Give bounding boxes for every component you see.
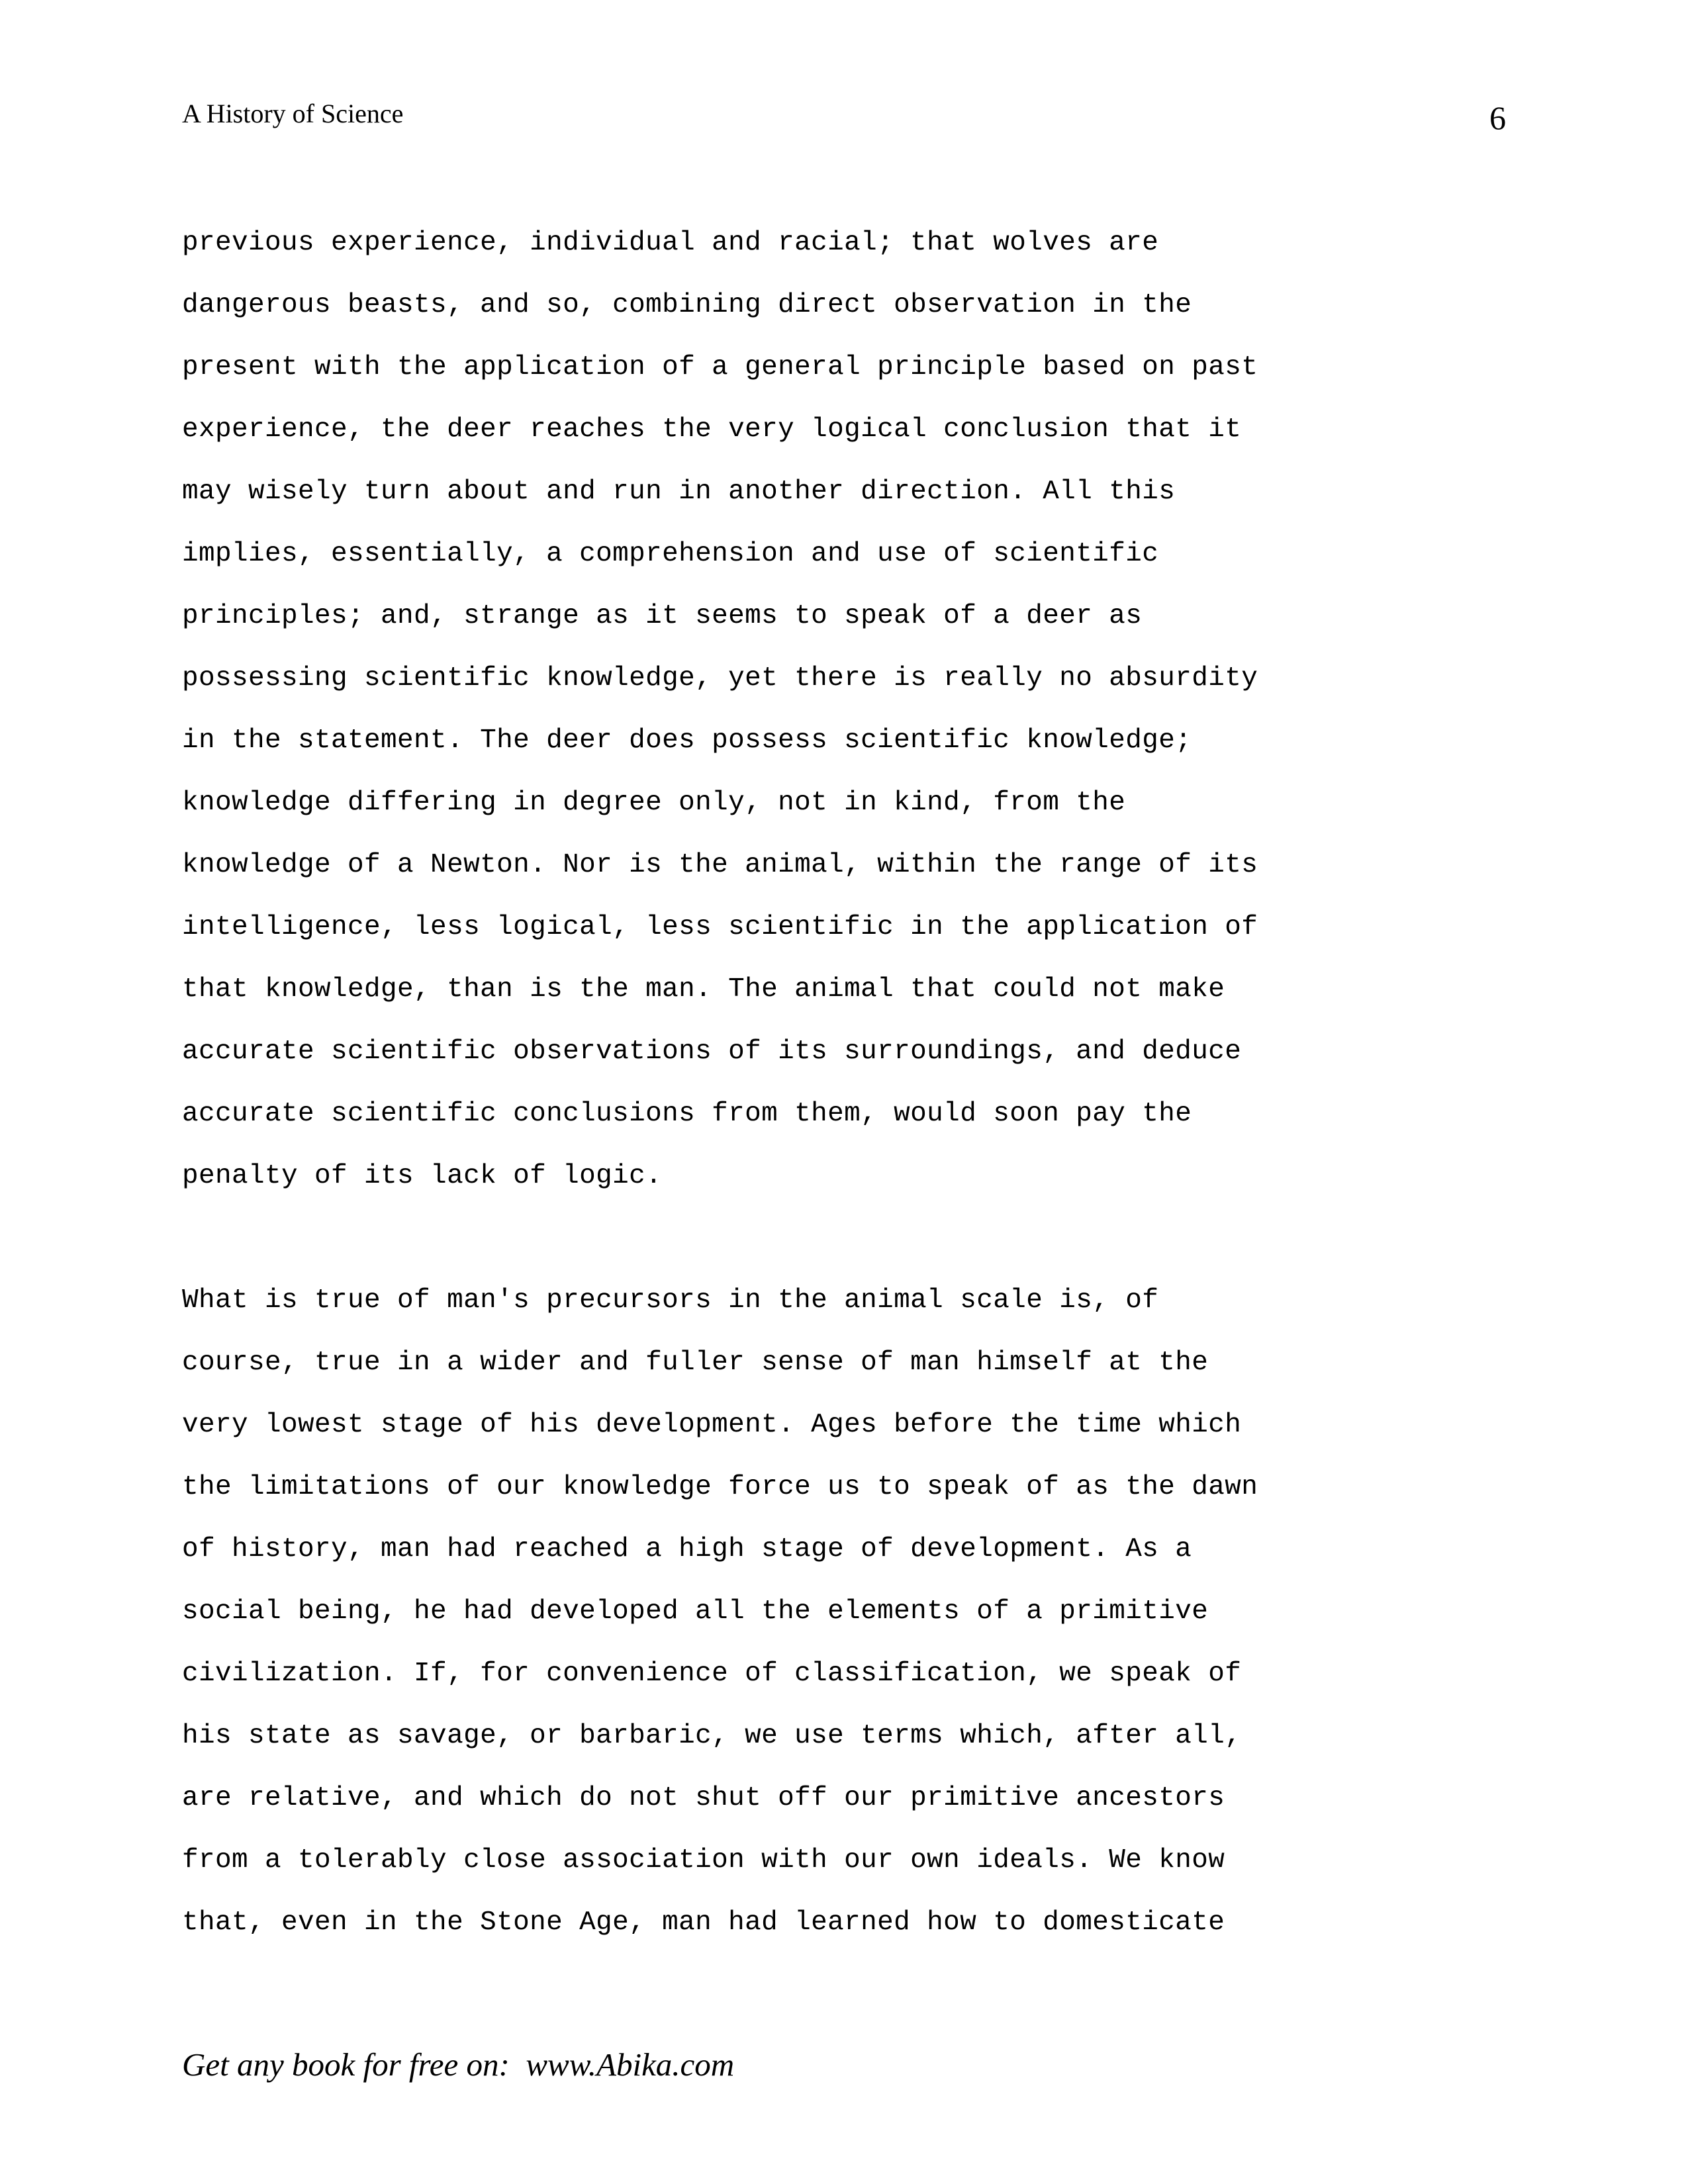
text-line: penalty of its lack of logic. bbox=[182, 1161, 663, 1191]
text-line: from a tolerably close association with our own ideals. We know bbox=[182, 1845, 1225, 1876]
running-title: A History of Science bbox=[182, 99, 404, 128]
text-line: course, true in a wider and fuller sense of man himself at the bbox=[182, 1347, 1209, 1378]
text-line: that, even in the Stone Age, man had learned how to domesticate bbox=[182, 1907, 1225, 1938]
text-line: very lowest stage of his development. Ages before the time which bbox=[182, 1410, 1242, 1440]
text-line: knowledge of a Newton. Nor is the animal, within the range of its bbox=[182, 850, 1258, 880]
text-line: experience, the deer reaches the very logical conclusion that it bbox=[182, 414, 1242, 445]
text-line: implies, essentially, a comprehension and use of scientific bbox=[182, 539, 1159, 569]
text-line: are relative, and which do not shut off our primitive ancestors bbox=[182, 1783, 1225, 1813]
text-line: in the statement. The deer does possess scientific knowledge; bbox=[182, 725, 1192, 756]
text-line: intelligence, less logical, less scientific in the application of bbox=[182, 912, 1258, 942]
text-line: knowledge differing in degree only, not in kind, from the bbox=[182, 788, 1126, 818]
text-line: principles; and, strange as it seems to speak of a deer as bbox=[182, 601, 1143, 631]
text-line: dangerous beasts, and so, combining direct observation in the bbox=[182, 290, 1192, 320]
body-text bbox=[182, 0, 1307, 1938]
text-line: possessing scientific knowledge, yet there is really no absurdity bbox=[182, 663, 1258, 694]
text-line: accurate scientific conclusions from them, would soon pay the bbox=[182, 1099, 1192, 1129]
text-line: present with the application of a general principle based on past bbox=[182, 352, 1258, 383]
text-line: the limitations of our knowledge force us to speak of as the dawn bbox=[182, 1472, 1258, 1502]
text-line: that knowledge, than is the man. The animal that could not make bbox=[182, 974, 1225, 1005]
text-line: of history, man had reached a high stage of development. As a bbox=[182, 1534, 1192, 1565]
text-line: civilization. If, for convenience of classification, we speak of bbox=[182, 1659, 1242, 1689]
text-line: What is true of man's precursors in the animal scale is, of bbox=[182, 1285, 1159, 1316]
footer-promo-text: Get any book for free on: www.Abika.com bbox=[182, 2046, 735, 2083]
text-line: may wisely turn about and run in another direction. All this bbox=[182, 477, 1176, 507]
text-line: previous experience, individual and racial; that wolves are bbox=[182, 228, 1159, 258]
text-line: accurate scientific observations of its surroundings, and deduce bbox=[182, 1036, 1242, 1067]
page-number: 6 bbox=[1489, 99, 1506, 136]
text-line: social being, he had developed all the elements of a primitive bbox=[182, 1596, 1209, 1627]
text-line: his state as savage, or barbaric, we use terms which, after all, bbox=[182, 1721, 1242, 1751]
